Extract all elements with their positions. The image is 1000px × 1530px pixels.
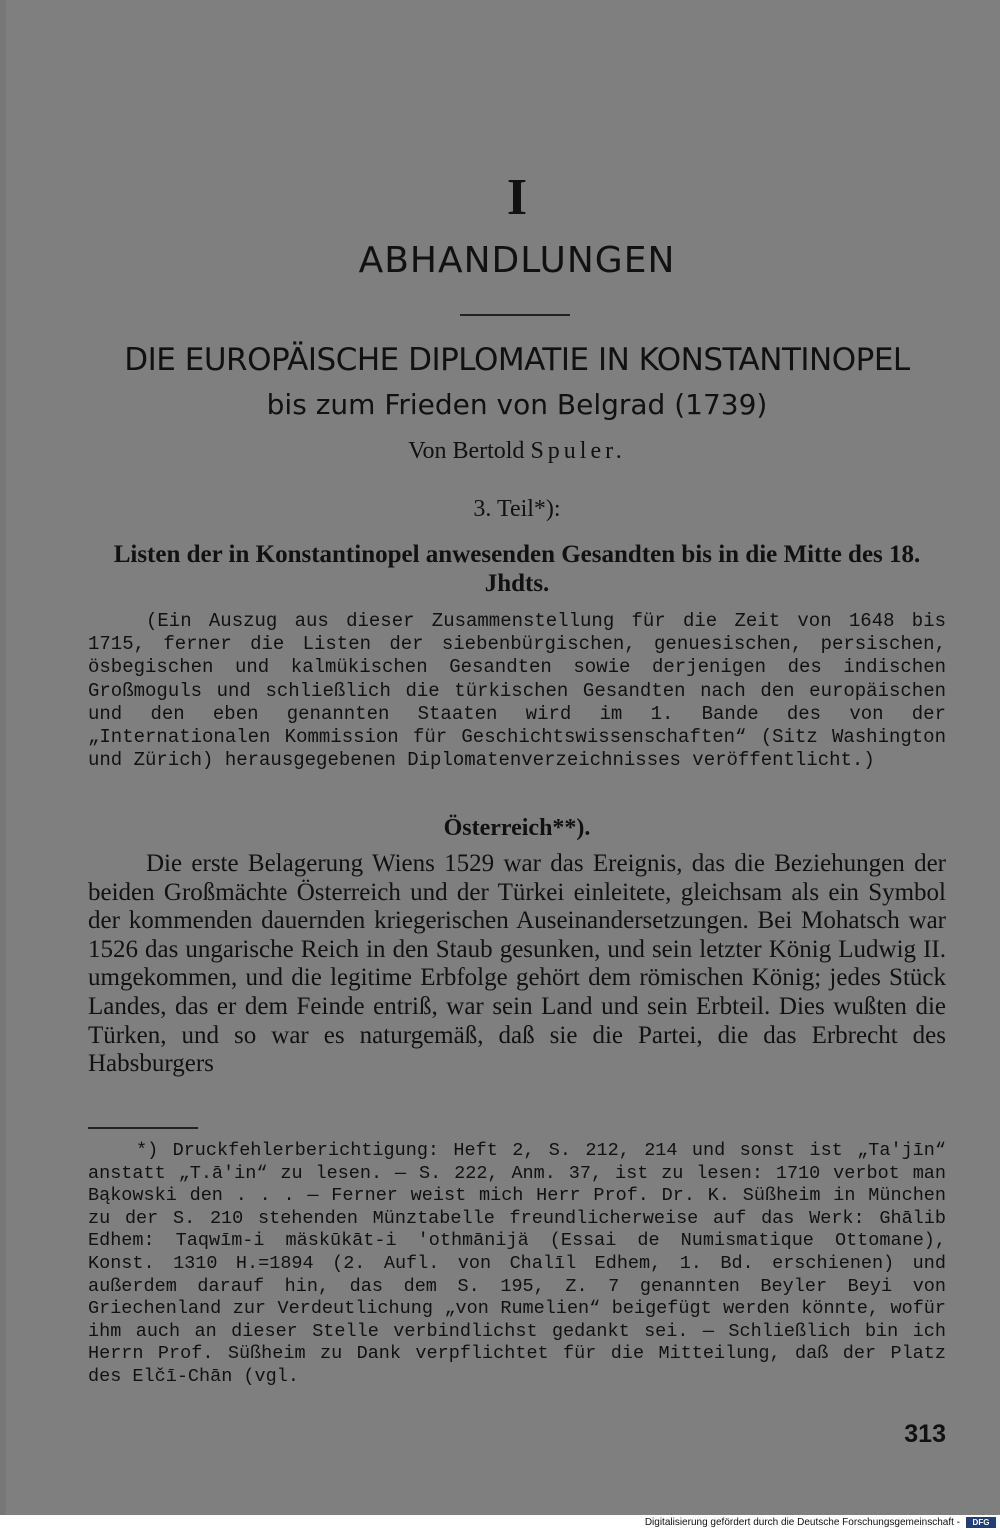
page-number: 313 [904,1420,946,1448]
intro-paragraph [88,610,946,772]
body-text: Die erste Belagerung Wiens 1529 war das Ereignis, das die Beziehungen der beiden Großmächte Österreich und der Türkei einleitete, gleichsam als ein Symbol der kommenden dauernden kriegerischen Auseinandersetzungen. Bei Mohatsch war 1526 das ungarische Reich in den Staub gesunken, und sein letzter König Ludwig II. umgekommen, und die legitime Erbfolge gehört dem römischen König; jedes Stück Landes, das er dem Feinde entriß, war sein Land und sein Erbteil. Dies wußten die Türken, und so war es naturgemäß, daß sie die Partei, die das Erbrecht des Habsburgers [88,850,946,1078]
credit-text: Digitalisierung gefördert durch die Deutsche Forschungsgemeinschaft - [644,1517,960,1528]
footnote-divider [88,1127,198,1129]
digitization-credit [0,1515,1000,1530]
subsection-heading: Österreich**). [443,815,591,841]
document-page [88,0,946,1515]
footnote [88,1140,946,1389]
footnote-text: *) Druckfehlerberichtigung: Heft 2, S. 212, 214 und sonst ist „Ta'jīn“ anstatt „T.ā'in“ zu lesen. — S. 222, Anm. 37, ist zu lesen: 1710 verbot man Bąkowski den . . . — Ferner weist mich Herr Prof. Dr. K. Süßheim in München zu der S. 210 stehenden Münztabelle freundlicherweise auf das Werk: Ghālib Edhem: Taqwīm-i mäskūkāt-i 'othmānijä (Essai de Numismatique Ottomane), Konst. 1310 H.=1894 (2. Aufl. von Chalīl Edhem, 1. Bd. erschienen) und außerdem darauf hin, das dem S. 195, Z. 7 genannten Beyler Beyi von Griechenland zur Verdeutlichung „von Rumelien“ beigefügt werden könnte, wofür ihm auch an dieser Stelle verbindlichst gedankt sei. — Schließlich bin ich Herrn Prof. Süßheim zu Dank verpflichtet für die Mitteilung, daß der Platz des Elčī-Chān (vgl. [88,1140,946,1387]
section-heading: ABHANDLUNGEN [358,240,676,281]
intro-text: (Ein Auszug aus dieser Zusammenstellung für die Zeit von 1648 bis 1715, ferner die Listen der siebenbürgischen, genuesischen, persischen, ösbegischen und kalmükischen Gesandten sowie derjenigen des indischen Großmoguls und schließlich die türkischen Gesandten nach den europäischen und den eben genannten Staaten wird im 1. Bande des von der „Internationalen Kommission für Geschichtswissenschaften“ (Sitz Washington und Zürich) herausgegebenen Diplomatenverzeichnisses veröffentlicht.) [88,610,946,772]
part-label: 3. Teil*): [473,496,561,522]
title-divider [460,314,570,316]
chapter-numeral: I [506,169,528,226]
list-heading: Listen der in Konstantinopel anwesenden Gesandten bis in die Mitte des 18. Jhdts. [113,541,921,597]
scan-edge [0,0,6,1515]
dfg-logo: DFG [966,1517,996,1528]
body-paragraph [88,850,946,1079]
article-subtitle: bis zum Frieden von Belgrad (1739) [266,388,768,421]
byline [88,438,946,465]
article-title: DIE EUROPÄISCHE DIPLOMATIE IN KONSTANTINOPEL [124,342,910,378]
author-name: Spuler. [530,438,626,464]
byline-prefix: Von Bertold [408,438,531,464]
